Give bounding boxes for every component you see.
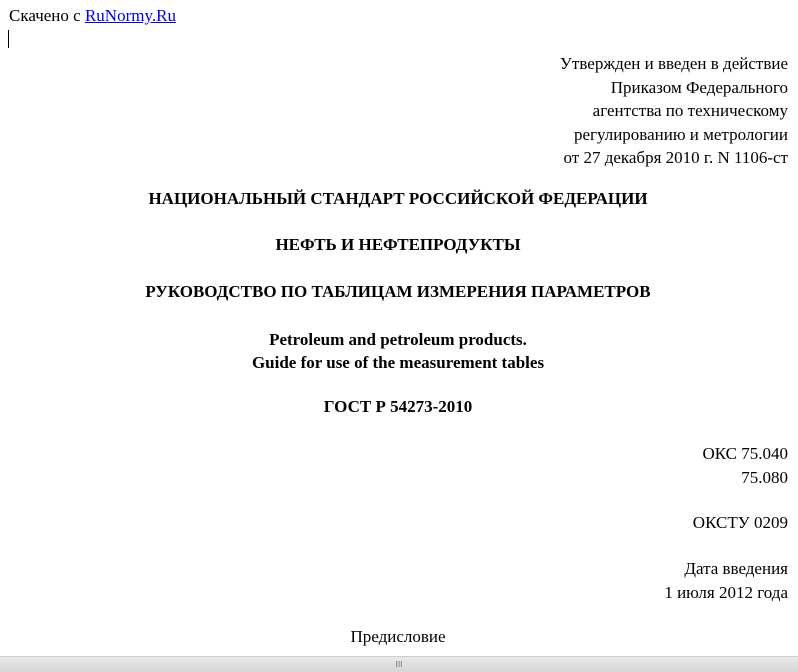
oks-line: ОКС 75.040 <box>702 444 788 463</box>
guide-title: РУКОВОДСТВО ПО ТАБЛИЦАМ ИЗМЕРЕНИЯ ПАРАМЕТРОВ <box>145 282 651 301</box>
english-title-line: Guide for use of the measurement tables <box>251 353 545 372</box>
oks-block <box>702 442 788 489</box>
effective-date-label: Дата введения <box>684 559 788 578</box>
source-line <box>9 6 176 26</box>
text-cursor <box>8 30 9 48</box>
scrollbar-grip-icon[interactable]: III <box>395 660 403 669</box>
approval-line: Утвержден и введен в действие <box>559 54 788 73</box>
okstu-code: ОКСТУ 0209 <box>692 513 788 532</box>
approval-line: регулированию и метрологии <box>573 124 788 144</box>
subject-title: НЕФТЬ И НЕФТЕПРОДУКТЫ <box>275 235 521 254</box>
approval-line: Приказом Федерального <box>610 77 788 97</box>
english-title <box>0 328 796 374</box>
source-link[interactable]: RuNormy.Ru <box>84 6 176 25</box>
source-prefix: Скачено с <box>9 6 85 25</box>
approval-line: от 27 декабря 2010 г. N 1106-ст <box>563 148 788 167</box>
gost-code: ГОСТ Р 54273-2010 <box>323 397 473 416</box>
approval-block <box>560 52 788 170</box>
standard-title: НАЦИОНАЛЬНЫЙ СТАНДАРТ РОССИЙСКОЙ ФЕДЕРАЦИИ <box>148 189 648 208</box>
horizontal-scrollbar[interactable] <box>0 656 798 672</box>
effective-date-block <box>664 557 788 604</box>
english-title-line: Petroleum and petroleum products. <box>269 330 527 349</box>
preface-heading: Предисловие <box>350 627 446 646</box>
effective-date-value: 1 июля 2012 года <box>664 582 788 602</box>
oks-line: 75.080 <box>741 467 788 487</box>
approval-line: агентства по техническому <box>592 101 788 120</box>
